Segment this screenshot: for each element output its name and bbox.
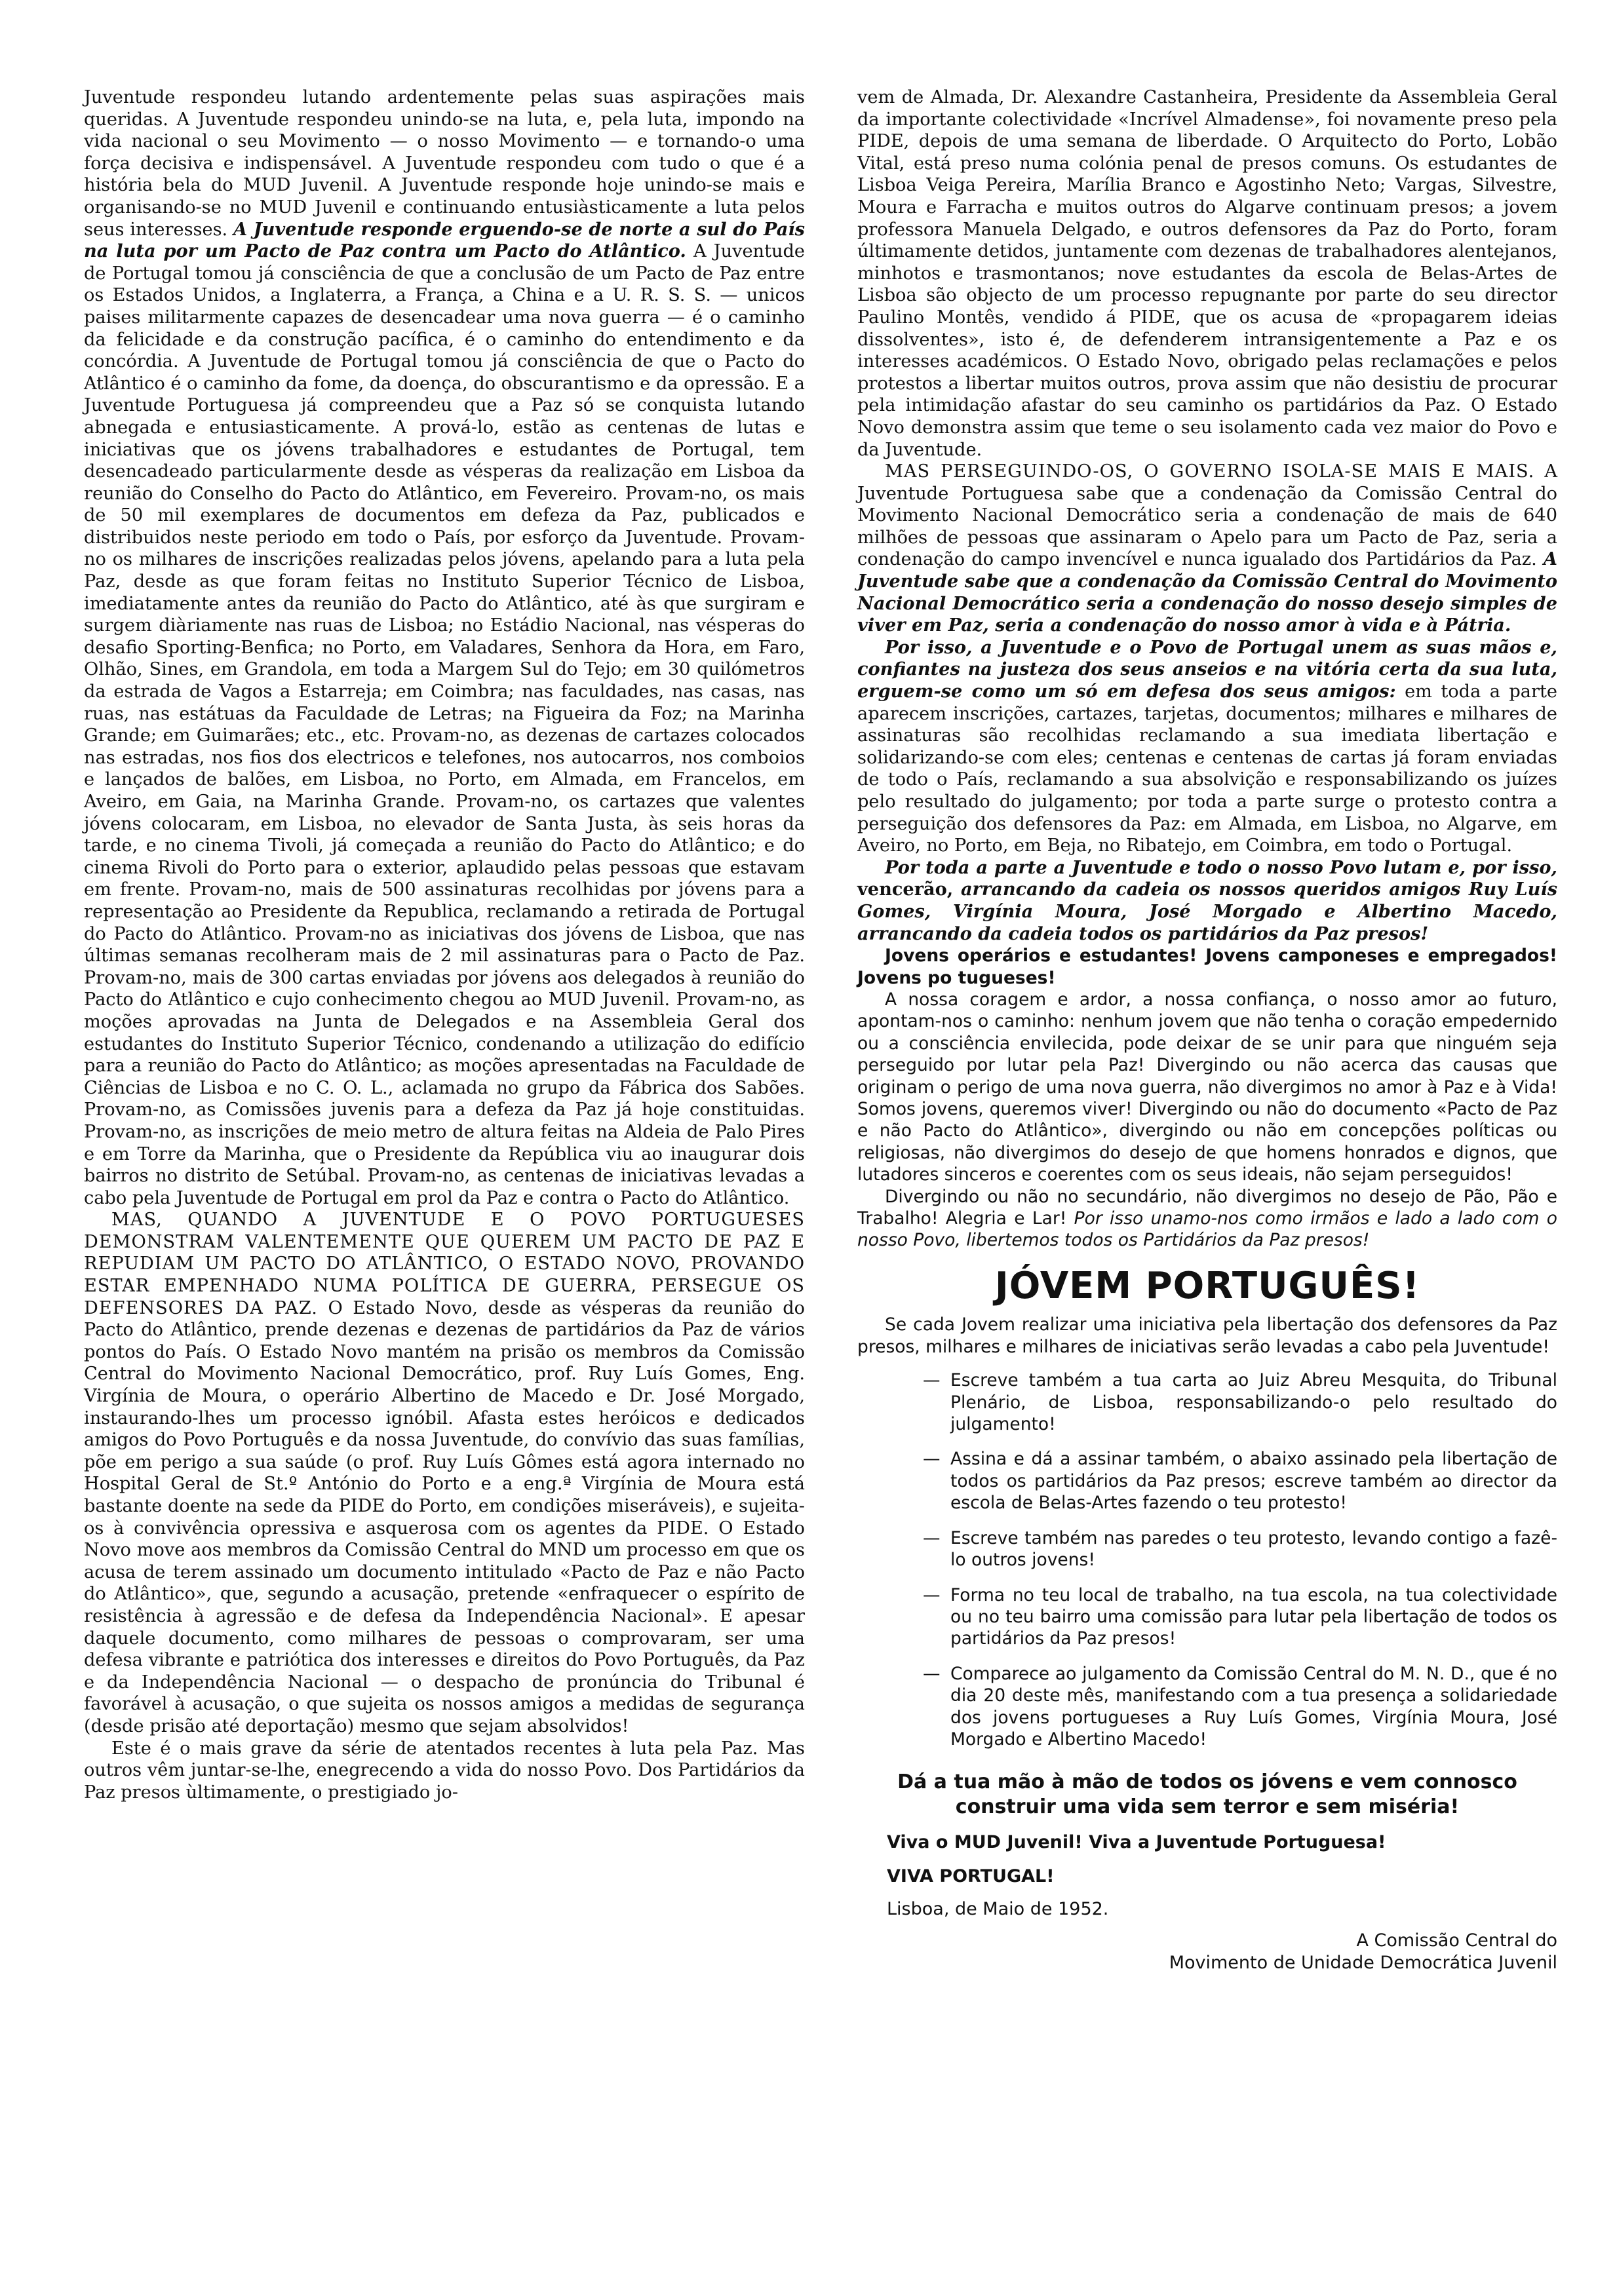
left-column (84, 86, 805, 1803)
leaflet-page (84, 86, 1557, 2236)
left-p2-continuation: O Estado Novo, desde as vésperas da reunião do Pacto do Atlântico, prende dezenas e dezenas de partidários da Paz de vários pontos do País. O Estado Novo mantém na prisão os membros da Comissão Central do Movimento Nacional Democrático, prof. Ruy Luís Gomes, Eng. Virgínia de Moura, o operário Albertino de Macedo e Dr. José Morgado, instaurando-lhes um processo ignóbil. Afasta estes heróicos e dedicados amigos do Povo Português e da nossa Juventude, do convívio das suas famílias, põe em perigo a sua saúde (o prof. Ruy Luís Gômes está agora internado no Hospital Geral de St.º António do Porto e a eng.ª Virgínia de Moura está bastante doente na sede da PIDE do Porto, em condições miseráveis), e sujeita-os à convivência opressiva e asquerosa com os agentes da PIDE. O Estado Novo move aos membros da Comissão Central do MND um processo em que os acusa de terem assinado um documento intitulado «Pacto de Paz e não Pacto do Atlântico», que, segundo a acusação, pretende «enfraquecer o espírito de resistência à agressão e de defesa da Independência Nacional». E apesar daquele documento, como milhares de pessoas o comprovaram, ser uma defesa vibrante e patriótica dos interesses e direitos do Povo Português, da Paz e da Independência Nacional — o despacho de pronúncia do Tribunal é favorável à acusação, o que sujeita os nossos amigos a medidas de segurança (desde prisão até deportação) mesmo que sejam absolvidos! (84, 1297, 805, 1736)
viva-line-2: VIVA PORTUGAL! (887, 1866, 1055, 1887)
right-p4-italic-a: Por toda a parte a Juventude e todo o nosso Povo lutam e, por isso, (885, 856, 1557, 878)
left-p1-text: Juventude respondeu lutando ardentemente pelas suas aspirações mais queridas. A Juventude respondeu unindo-se na luta, e, pela luta, impondo na vida nacional o seu Movimento — o nosso Movimento — e tornando-o uma força decisiva e indispensável. A Juventude respondeu com tudo o que é a história bela do MUD Juvenil. A Juventude responde hoje unindo-se mais e organisando-se no MUD Juvenil e continuando entusiàsticamente a luta pelos seus interesses. (84, 87, 805, 240)
right-paragraph-1: vem de Almada, Dr. Alexandre Castanheira, Presidente da Assembleia Geral da importante colectividade «Incrível Almadense», foi novamente preso pela PIDE, depois de uma semana de liberdade. O Arquitecto do Porto, Lobão Vital, está preso numa colónia penal de presos comuns. Os estudantes de Lisboa Veiga Pereira, Marília Branco e Agostinho Neto; Vargas, Silvestre, Moura e Farracha e muitos outros do Algarve continuam presos; a jovem professora Manuela Delgado, e outros defensores da Paz do Porto, foram últimamente detidos, juntamente com dezenas de trabalhadores alentejanos, minhotos e trasmontanos; nove estudantes da escola de Belas-Artes de Lisboa são objecto de um processo repugnante por parte do seu director Paulino Montês, vendido á PIDE, que os acusa de «propagarem ideias dissolventes», isto é, de defenderem intransigentemente a Paz e os interesses académicos. O Estado Novo, obrigado pelas reclamações e pelos protestos a libertar muitos outros, prova assim que não desistiu de procurar pela intimidação afastar do seu caminho os partidários da Paz. O Estado Novo demonstra assim que teme o seu isolamento cada vez maior do Povo e da Juventude. (857, 87, 1557, 460)
right-paragraph-4 (857, 857, 1557, 945)
action-item-1: — Escreve também a tua carta ao Juiz Abreu Mesquita, do Tribunal Plenário, de Lisboa, responsabilizando-o pelo resultado do julgamento! (923, 1369, 1557, 1435)
right-column (857, 86, 1557, 1974)
right-paragraph-6: A nossa coragem e ardor, a nossa confiança, o nosso amor ao futuro, apontam-nos o caminho: nenhum jovem que não tenha o coração empedernido ou a consciência envilecida, pode deixar de se unir para que ninguém seja perseguido por lutar pela Paz! Divergindo ou não acerca das causas que originam o perigo de uma nova guerra, não divergimos no amor à Paz e à Vida! Somos jovens, queremos viver! Divergindo ou não do documento «Pacto de Paz e não Pacto do Atlântico», divergindo ou não em concepções políticas ou religiosas, não divergimos do desejo de que homens honrados e dignos, que lutadores sinceros e coerentes com os seus ideais, não sejam perseguidos! (857, 989, 1557, 1185)
right-paragraph-7 (857, 1186, 1557, 1252)
left-p2-caps: MAS, QUANDO A JUVENTUDE E O POVO PORTUGUESES DEMONSTRAM VALENTEMENTE QUE QUEREM UM PACTO DE PAZ E REPUDIAM UM PACTO DO ATLÂNTICO, O ESTADO NOVO, PROVANDO ESTAR EMPENHADO NUMA POLÍTICA DE GUERRA, PERSEGUE OS DEFENSORES DA PAZ. (84, 1210, 805, 1318)
action-list (857, 1369, 1557, 1750)
signature-line-1: A Comissão Central do (1356, 1930, 1557, 1951)
closing-call: Dá a tua mão à mão de todos os jóvens e vem connosco construir uma vida sem terror e sem miséria! (897, 1770, 1517, 1819)
right-paragraph-3 (857, 637, 1557, 857)
right-p3-continuation: em toda a parte aparecem inscrições, cartazes, tarjetas, documentos; milhares e milhares de assinaturas são recolhidas reclamando a sua imediata libertação e solidarizando-se com eles; centenas e centenas de cartas já foram enviadas de todo o País, reclamando a sua absolvição e responsabilizando os juízes pelo resultado do julgamento; por toda a parte surge o protesto contra a perseguição dos defensores da Paz: em Almada, em Lisboa, no Algarve, em Aveiro, no Porto, em Beja, no Ribatejo, em Coimbra, em todo o Portugal. (857, 681, 1558, 856)
right-paragraph-5: Jovens operários e estudantes! Jovens camponeses e empregados! Jovens po tugueses! (857, 946, 1557, 988)
right-paragraph-2 (857, 461, 1557, 637)
action-item-3: — Escreve também nas paredes o teu protesto, levando contigo a fazê-lo outros jovens! (923, 1527, 1557, 1571)
left-p1-continuation: A Juventude de Portugal tomou já consciência de que a conclusão de um Pacto de Paz entre os Estados Unidos, a Inglaterra, a França, a China e a U. R. S. S. — unicos paises militarmente capazes de desencadear uma nova guerra — é o caminho da felicidade e da construção pacífica, é o caminho do entendimento e da concórdia. A Juventude de Portugal tomou já consciência de que o Pacto do Atlântico é o caminho da fome, da doença, do obscurantismo e da opressão. E a Juventude Portuguesa já compreendeu que a Paz só se conquista lutando abnegada e entusiasticamente. A prová-lo, estão as centenas de lutas e iniciativas que os jóvens trabalhadores e estudantes de Portugal, tem desencadeado particularmente desde as vésperas da realização em Lisboa da reunião do Conselho do Pacto do Atlântico, em Fevereiro. Provam-no, os mais de 50 mil exemplares de documentos em defeza da Paz, publicados e distribuidos neste periodo em todo o País, por esforço da Juventude. Provam-no os milhares de inscrições realizadas pelos jóvens, apelando para a luta pela Paz, desde as que foram feitas no Instituto Superior Técnico de Lisboa, imediatamente antes da reunião do Pacto do Atlântico, até às que surgiram e surgem diàriamente nas ruas de Lisboa; no Estádio Nacional, nas vésperas do desafio Sporting-Benfica; no Porto, em Valadares, Senhora da Hora, em Faro, Olhão, Sines, em Grandola, em toda a Margem Sul do Tejo; em 30 quilómetros da estrada de Vagos a Estarreja; em Coimbra; nas faculdades, nas casas, nas ruas, nas estátuas da Faculdade de Letras; na Figueira da Foz; na Marinha Grande; em Guimarães; etc., etc. Provam-no, as dezenas de cartazes colocados nas estradas, nos fios dos electricos e telefones, nos autocarros, nos comboios e lançados de balões, em Lisboa, no Porto, em Almada, em Francelos, em Aveiro, em Gaia, na Marinha Grande. Provam-no, os cartazes que valentes jóvens colocaram, em Lisboa, no elevador de Santa Justa, às seis horas da tarde, e no cinema Tivoli, já começada a reunião do Pacto do Atlântico; e do cinema Rivoli do Porto para o exterior, aplaudido pelas pessoas que estavam em frente. Provam-no, mais de 500 assinaturas recolhidas por jóvens para a representação ao Presidente da Republica, reclamando a retirada de Portugal do Pacto do Atlântico. Provam-no as iniciativas dos jóvens de Lisboa, que nas últimas semanas recolheram mais de 2 mil assinaturas para o Pacto de Paz. Provam-no, mais de 300 cartas enviadas por jóvens aos delegados à reunião do Pacto do Atlântico e cujo conhecimento chegou ao MUD Juvenil. Provam-no, as moções aprovadas na Junta de Delegados e na Assembleia Geral dos estudantes do Instituto Superior Técnico, condenando a utilização do edifício para a reunião do Pacto do Atlântico; as moções apresentadas na Faculdade de Ciências de Lisboa e no C. O. L., aclamada no grupo da Fábrica dos Sabões. Provam-no, as Comissões juvenis para a defeza da Paz já hoje constituidas. Provam-no, as inscrições de meio metro de altura feitas na Aldeia de Palo Pires e em Torre da Marinha, que o Presidente da República viu ao inaugurar dois bairros no distrito de Setúbal. Provam-no, as centenas de iniciativas levadas a cabo pela Juventude de Portugal em prol da Paz e contra o Pacto do Atlântico. (84, 241, 806, 1208)
right-p7-text: Divergindo ou não no secundário, não divergimos no desejo de Pão, Pão e Trabalho! Alegria e Lar! (857, 1186, 1557, 1229)
right-p2-caps: MAS PERSEGUINDO-OS, O GOVERNO ISOLA-SE MAIS E MAIS. (885, 461, 1535, 482)
left-p1-italic: A Juventude responde erguendo-se de norte a sul do País na luta por um Pacto de Paz contra um Pacto do Atlântico. (84, 218, 805, 262)
left-paragraph-3: Este é o mais grave da série de atentados recentes à luta pela Paz. Mas outros vêm juntar-se-lhe, enegrecendo a vida do nosso Povo. Dos Partidários da Paz presos ùltimamente, o prestigiado jo- (84, 1738, 805, 1803)
action-item-2: — Assina e dá a assinar também, o abaixo assinado pela libertação de todos os partidários da Paz presos; escreve também ao director da escola de Belas-Artes fazendo o teu protesto! (923, 1448, 1557, 1514)
section-intro: Se cada Jovem realizar uma iniciativa pela libertação dos defensores da Paz presos, milhares e milhares de iniciativas serão levadas a cabo pela Juventude! (857, 1314, 1557, 1357)
right-p4-italic-b: arrancando da cadeia os nossos queridos amigos Ruy Luís Gomes, Virgínia Moura, José Morgado e Albertino Macedo, arrancando da cadeia todos os partidários da Paz presos! (857, 879, 1557, 944)
signature-line-2: Movimento de Unidade Democrática Juvenil (1169, 1952, 1557, 1973)
right-p4-bold: vencerão, (857, 879, 954, 900)
section-title: JÓVEM PORTUGUÊS! (994, 1264, 1420, 1307)
left-paragraph-2 (84, 1209, 805, 1737)
viva-line-1: Viva o MUD Juvenil! Viva a Juventude Portuguesa! (887, 1832, 1386, 1853)
right-p7-italic: Por isso unamo-nos como irmãos e lado a lado com o nosso Povo, libertemos todos os Partidários da Paz presos! (857, 1208, 1557, 1251)
right-p2-continuation: A Juventude Portuguesa sabe que a condenação da Comissão Central do Movimento Nacional Democrático seria a condenação de mais de 640 milhões de pessoas que assinaram o Apelo para um Pacto de Paz, seria a condenação do campo invencível e nunca igualado dos Partidários da Paz. (857, 461, 1557, 570)
action-item-4: — Forma no teu local de trabalho, na tua escola, na tua colectividade ou no teu bairro uma comissão para lutar pela libertação de todos os partidários da Paz presos! (923, 1584, 1557, 1650)
left-paragraph-1 (84, 86, 805, 1209)
date-line: Lisboa, de Maio de 1952. (887, 1899, 1109, 1920)
right-p2-italic: A Juventude sabe que a condenação da Comissão Central do Movimento Nacional Democrático seria a condenação do nosso desejo simples de viver em Paz, seria a condenação do nosso amor à vida e à Pátria. (857, 548, 1557, 636)
action-item-5: — Comparece ao julgamento da Comissão Central do M. N. D., que é no dia 20 deste mês, manifestando com a tua presença a solidariedade dos jovens portugueses a Ruy Luís Gomes, Virgínia Moura, José Morgado e Albertino Macedo! (923, 1663, 1557, 1751)
right-p3-italic: Por isso, a Juventude e o Povo de Portugal unem as suas mãos e, confiantes na justeza dos seus anseios e na vitória certa da sua luta, erguem-se como um só em defesa dos seus amigos: (857, 636, 1557, 702)
